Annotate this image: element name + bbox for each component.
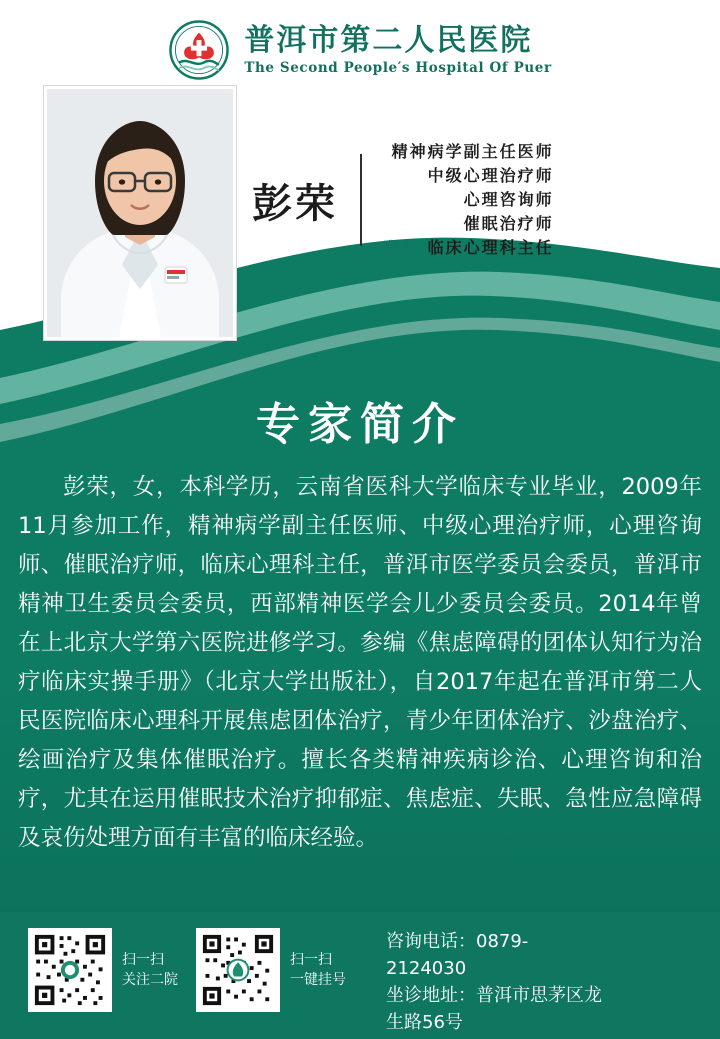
contact-phone-value: 0879-2124030: [386, 931, 529, 979]
doctor-title-list: [384, 140, 554, 260]
qr-code-follow[interactable]: [28, 928, 112, 1012]
page-footer: [0, 912, 720, 1039]
doctor-title-4: 催眠治疗师: [463, 214, 554, 233]
biography-text: 彭荣，女，本科学历，云南省医科大学临床专业毕业，2009年11月参加工作，精神病学副主任医师、中级心理治疗师，心理咨询师、催眠治疗师，临床心理科主任，普洱市医学委员会委员，普洱市精神卫生委员会委员，西部精神医学会儿少委员会委员。2014年曾在上北京大学第六医院进修学习。参编《焦虑障碍的团体认知行为治疗临床实操手册》（北京大学出版社），自2017年起在普洱市第二人民医院临床心理科开展焦虑团体治疗，青少年团体治疗、沙盘治疗、绘画治疗及集体催眠治疗。擅长各类精神疾病诊治、心理咨询和治疗，尤其在运用催眠技术治疗抑郁症、焦虑症、失眠、急性应急障碍及哀伤处理方面有丰富的临床经验。: [18, 474, 702, 851]
doctor-current-role: [384, 236, 554, 260]
qr-caption-register-line2: 一键挂号: [290, 972, 346, 988]
current-role-value: 临床心理科主任: [427, 238, 554, 257]
qr-group-follow: [28, 928, 196, 1012]
doctor-photo-frame: [44, 86, 236, 340]
doctor-portrait: [47, 89, 233, 337]
doctor-name: 彭荣: [252, 179, 338, 227]
doctor-title-2: 中级心理治疗师: [427, 166, 554, 185]
qr-caption-follow-line2: 关注二院: [122, 972, 178, 988]
doctor-name-block: [252, 140, 554, 260]
doctor-title-3: 心理咨询师: [463, 190, 554, 209]
current-role-label: 现任: [384, 238, 421, 257]
qr-code-icon: [31, 931, 109, 1009]
qr-code-icon: [199, 931, 277, 1009]
contact-address-value: 普洱市思茅区龙生路56号: [386, 985, 602, 1033]
contact-address: [386, 982, 606, 1036]
qr-caption-register: [290, 950, 346, 990]
contact-phone: [386, 928, 606, 982]
hospital-emblem-icon: [168, 19, 230, 81]
hospital-name-cn: 普洱市第二人民医院: [244, 23, 533, 59]
qr-code-register[interactable]: [196, 928, 280, 1012]
section-title: 专家简介: [256, 399, 464, 450]
portrait-illustration: [47, 89, 233, 337]
page-header: [0, 0, 720, 100]
qr-caption-follow-line1: 扫一扫: [122, 952, 164, 968]
qr-caption-register-line1: 扫一扫: [290, 952, 332, 968]
contact-block: [386, 928, 606, 1036]
hospital-name-en: The Second People′s Hospital Of Puer: [244, 60, 552, 77]
hospital-title-block: [244, 24, 551, 76]
qr-caption-follow: [122, 950, 178, 990]
doctor-title-1: 精神病学副主任医师: [391, 142, 554, 161]
contact-address-label: 坐诊地址：: [386, 985, 476, 1006]
contact-phone-label: 咨询电话：: [386, 931, 476, 952]
qr-group-register: [196, 928, 364, 1012]
name-divider: [360, 154, 362, 246]
